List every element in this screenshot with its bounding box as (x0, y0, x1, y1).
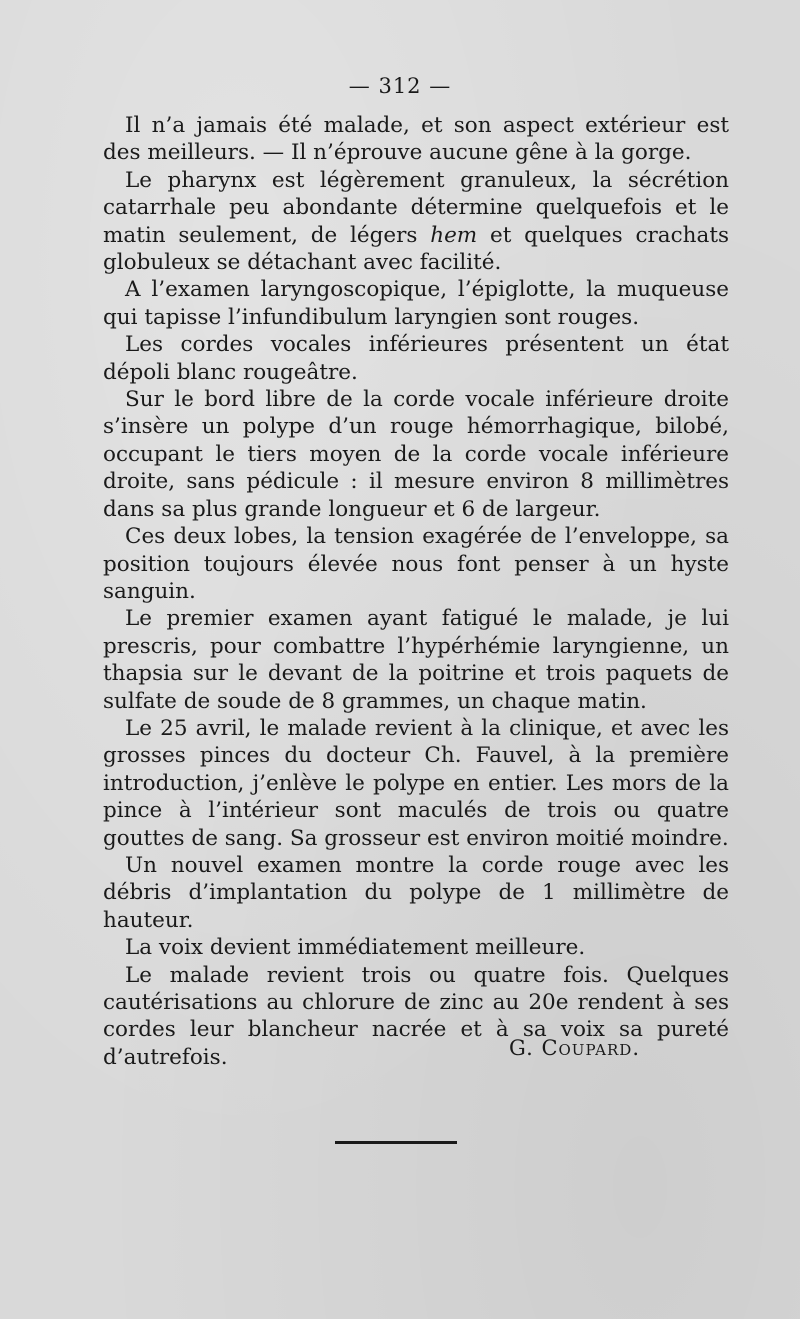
paragraph: Le malade revient trois ou quatre fois. Quelques cautérisations au chlorure de zinc au 20e rendent à ses cordes leur blancheur nacrée et à sa voix sa pureté d’autrefois. (103, 962, 729, 1070)
paragraph: Sur le bord libre de la corde vocale inférieure droite s’insère un polype d’un rouge hémorrhagique, bilobé, occupant le tiers moyen de la corde vocale inférieure droite, sans pédicule : il mesure environ 8 millimètres dans sa plus grande longueur et 6 de largeur. (103, 387, 729, 522)
paragraph (103, 167, 729, 277)
body-text (103, 112, 729, 1071)
paragraph: A l’examen laryngoscopique, l’épiglotte, la muqueuse qui tapisse l’infundibulum laryngien sont rouges. (103, 277, 729, 330)
paragraph: La voix devient immédiatement meilleure. (125, 935, 586, 961)
paragraph-text: et quelques crachats globuleux se détachant avec facilité. (103, 222, 729, 276)
signature-name: Coupard. (541, 1036, 640, 1060)
paragraph: Le premier examen ayant fatigué le malade, je lui prescris, pour combattre l’hypérhémie laryngienne, un thapsia sur le devant de la poitrine et trois paquets de sulfate de soude de 8 grammes, un chaque matin. (103, 606, 729, 714)
paragraph: Les cordes vocales inférieures présentent un état dépoli blanc rougeâtre. (103, 332, 729, 385)
end-rule (335, 1141, 457, 1144)
paragraph-text: Le pharynx est légèrement granuleux, la sécrétion catarrhale peu abondante détermine quelquefois et le matin seulement, de légers (103, 167, 729, 248)
paragraph: Il n’a jamais été malade, et son aspect extérieur est des meilleurs. — Il n’éprouve aucune gêne à la gorge. (103, 113, 729, 166)
paragraph: Un nouvel examen montre la corde rouge avec les débris d’implantation du polype de 1 millimètre de hauteur. (103, 852, 729, 933)
paragraph: Le 25 avril, le malade revient à la clinique, et avec les grosses pinces du docteur Ch. Fauvel, à la première introduction, j’enlève le polype en entier. Les mors de la pince à l’intérieur sont maculés de trois ou quatre gouttes de sang. Sa grosseur est environ moitié moindre. (103, 715, 729, 851)
paragraph: Ces deux lobes, la tension exagérée de l’enveloppe, sa position toujours élevée nous font penser à un hyste sanguin. (103, 524, 729, 604)
page-number: — 312 — (348, 74, 452, 98)
author-signature (509, 1036, 640, 1060)
italic-word: hem (430, 222, 478, 248)
signature-initial: G. (509, 1036, 542, 1060)
